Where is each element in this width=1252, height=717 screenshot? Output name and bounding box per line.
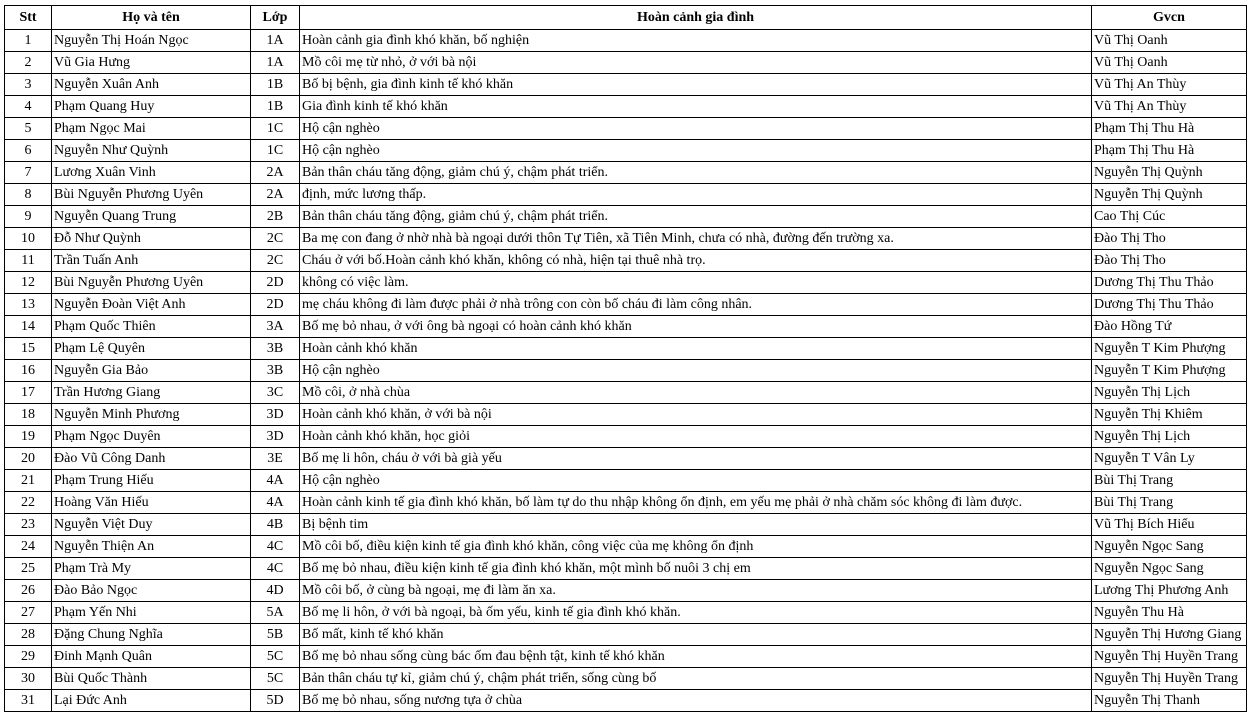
table-row [5, 316, 1247, 338]
cell-teacher[interactable]: Nguyễn Ngọc Sang [1092, 558, 1247, 580]
cell-stt[interactable]: 25 [5, 558, 52, 580]
cell-circumstance[interactable]: Bố mất, kinh tế khó khăn [300, 624, 1092, 646]
cell-class[interactable]: 2D [251, 294, 300, 316]
cell-name[interactable]: Phạm Lệ Quyên [52, 338, 251, 360]
cell-teacher[interactable]: Vũ Thị Oanh [1092, 52, 1247, 74]
student-table [4, 5, 1247, 712]
cell-circumstance[interactable]: mẹ cháu không đi làm được phải ở nhà trông con còn bố cháu đi làm công nhân. [300, 294, 1092, 316]
cell-teacher[interactable]: Bùi Thị Trang [1092, 492, 1247, 514]
cell-stt[interactable]: 11 [5, 250, 52, 272]
cell-name[interactable]: Đinh Mạnh Quân [52, 646, 251, 668]
cell-class[interactable]: 2B [251, 206, 300, 228]
cell-teacher[interactable]: Vũ Thị Oanh [1092, 30, 1247, 52]
cell-class[interactable]: 3A [251, 316, 300, 338]
table-row [5, 602, 1247, 624]
table-row [5, 74, 1247, 96]
cell-class[interactable]: 4A [251, 492, 300, 514]
cell-name[interactable]: Lương Xuân Vinh [52, 162, 251, 184]
cell-stt[interactable]: 4 [5, 96, 52, 118]
cell-teacher[interactable]: Nguyễn Thị Quỳnh [1092, 162, 1247, 184]
cell-teacher[interactable]: Nguyễn Thu Hà [1092, 602, 1247, 624]
cell-circumstance[interactable]: Bố mẹ li hôn, cháu ở với bà già yếu [300, 448, 1092, 470]
cell-class[interactable]: 5C [251, 646, 300, 668]
cell-teacher[interactable]: Cao Thị Cúc [1092, 206, 1247, 228]
cell-stt[interactable]: 7 [5, 162, 52, 184]
cell-stt[interactable]: 9 [5, 206, 52, 228]
cell-class[interactable]: 5C [251, 668, 300, 690]
table-row [5, 382, 1247, 404]
table-row [5, 206, 1247, 228]
cell-class[interactable]: 2C [251, 228, 300, 250]
cell-name[interactable]: Nguyễn Như Quỳnh [52, 140, 251, 162]
cell-class[interactable]: 2A [251, 162, 300, 184]
cell-teacher[interactable]: Nguyễn T Vân Ly [1092, 448, 1247, 470]
cell-name[interactable]: Trần Tuấn Anh [52, 250, 251, 272]
cell-circumstance[interactable]: Bố mẹ bỏ nhau, ở với ông bà ngoại có hoàn cảnh khó khăn [300, 316, 1092, 338]
cell-class[interactable]: 3C [251, 382, 300, 404]
cell-name[interactable]: Nguyễn Quang Trung [52, 206, 251, 228]
cell-teacher[interactable]: Nguyễn Thị Quỳnh [1092, 184, 1247, 206]
cell-stt[interactable]: 3 [5, 74, 52, 96]
cell-name[interactable]: Đào Vũ Công Danh [52, 448, 251, 470]
cell-stt[interactable]: 8 [5, 184, 52, 206]
cell-class[interactable]: 4C [251, 558, 300, 580]
table-row [5, 448, 1247, 470]
cell-name[interactable]: Phạm Quang Huy [52, 96, 251, 118]
cell-name[interactable]: Nguyễn Xuân Anh [52, 74, 251, 96]
cell-teacher[interactable]: Vũ Thị An Thùy [1092, 96, 1247, 118]
cell-circumstance[interactable]: Mồ côi mẹ từ nhỏ, ở với bà nội [300, 52, 1092, 74]
cell-circumstance[interactable]: Hoàn cảnh khó khăn, học giỏi [300, 426, 1092, 448]
table-row [5, 272, 1247, 294]
cell-class[interactable]: 1C [251, 140, 300, 162]
cell-stt[interactable]: 28 [5, 624, 52, 646]
cell-circumstance[interactable]: Cháu ở với bố.Hoàn cảnh khó khăn, không có nhà, hiện tại thuê nhà trọ. [300, 250, 1092, 272]
cell-circumstance[interactable]: Hoàn cảnh khó khăn [300, 338, 1092, 360]
cell-circumstance[interactable]: Bố bị bệnh, gia đình kinh tế khó khăn [300, 74, 1092, 96]
cell-circumstance[interactable]: Mồ côi bố, điều kiện kinh tế gia đình khó khăn, công việc của mẹ không ổn định [300, 536, 1092, 558]
table-row [5, 96, 1247, 118]
cell-name[interactable]: Bùi Nguyễn Phương Uyên [52, 184, 251, 206]
cell-circumstance[interactable]: Mồ côi bố, ở cùng bà ngoại, mẹ đi làm ăn xa. [300, 580, 1092, 602]
header-class[interactable]: Lớp [251, 6, 300, 30]
cell-stt[interactable]: 30 [5, 668, 52, 690]
cell-name[interactable]: Nguyễn Thị Hoán Ngọc [52, 30, 251, 52]
cell-class[interactable]: 2D [251, 272, 300, 294]
cell-stt[interactable]: 14 [5, 316, 52, 338]
cell-name[interactable]: Bùi Quốc Thành [52, 668, 251, 690]
cell-class[interactable]: 3D [251, 426, 300, 448]
cell-circumstance[interactable]: Bản thân cháu tự kỉ, giảm chú ý, chậm phát triển, sống cùng bố [300, 668, 1092, 690]
cell-teacher[interactable]: Dương Thị Thu Thảo [1092, 294, 1247, 316]
cell-circumstance[interactable]: Bị bệnh tim [300, 514, 1092, 536]
table-row [5, 668, 1247, 690]
cell-stt[interactable]: 29 [5, 646, 52, 668]
header-stt[interactable]: Stt [5, 6, 52, 30]
cell-name[interactable]: Phạm Quốc Thiên [52, 316, 251, 338]
table-row [5, 360, 1247, 382]
cell-teacher[interactable]: Nguyễn Thị Lịch [1092, 382, 1247, 404]
cell-class[interactable]: 1B [251, 74, 300, 96]
cell-class[interactable]: 4B [251, 514, 300, 536]
table-row [5, 624, 1247, 646]
cell-class[interactable]: 5B [251, 624, 300, 646]
table-row [5, 140, 1247, 162]
cell-name[interactable]: Nguyễn Thiện An [52, 536, 251, 558]
cell-stt[interactable]: 22 [5, 492, 52, 514]
cell-stt[interactable]: 24 [5, 536, 52, 558]
cell-circumstance[interactable]: Bố mẹ bỏ nhau sống cùng bác ốm đau bệnh tật, kinh tế khó khăn [300, 646, 1092, 668]
cell-teacher[interactable]: Nguyễn Ngọc Sang [1092, 536, 1247, 558]
cell-name[interactable]: Lại Đức Anh [52, 690, 251, 712]
cell-class[interactable]: 3D [251, 404, 300, 426]
cell-circumstance[interactable]: Bố mẹ bỏ nhau, điều kiện kinh tế gia đình khó khăn, một mình bố nuôi 3 chị em [300, 558, 1092, 580]
cell-stt[interactable]: 13 [5, 294, 52, 316]
cell-teacher[interactable]: Nguyễn Thị Huyền Trang [1092, 668, 1247, 690]
cell-stt[interactable]: 2 [5, 52, 52, 74]
table-body [5, 30, 1247, 712]
cell-class[interactable]: 1A [251, 30, 300, 52]
cell-circumstance[interactable]: Hoàn cảnh kinh tế gia đình khó khăn, bố làm tự do thu nhập không ổn định, em yếu mẹ phải ở nhà chăm sóc không đi làm được. [300, 492, 1092, 514]
cell-name[interactable]: Phạm Ngọc Duyên [52, 426, 251, 448]
table-row [5, 426, 1247, 448]
cell-teacher[interactable]: Bùi Thị Trang [1092, 470, 1247, 492]
cell-stt[interactable]: 26 [5, 580, 52, 602]
cell-circumstance[interactable]: Bố mẹ li hôn, ở với bà ngoại, bà ốm yếu, kinh tế gia đình khó khăn. [300, 602, 1092, 624]
cell-name[interactable]: Nguyễn Gia Bảo [52, 360, 251, 382]
cell-class[interactable]: 5D [251, 690, 300, 712]
cell-name[interactable]: Hoàng Văn Hiếu [52, 492, 251, 514]
table-row [5, 250, 1247, 272]
cell-name[interactable]: Bùi Nguyễn Phương Uyên [52, 272, 251, 294]
header-name[interactable]: Họ và tên [52, 6, 251, 30]
cell-teacher[interactable]: Nguyễn Thị Lịch [1092, 426, 1247, 448]
cell-circumstance[interactable]: Ba mẹ con đang ở nhờ nhà bà ngoại dưới thôn Tự Tiên, xã Tiên Minh, chưa có nhà, đường đến trường xa. [300, 228, 1092, 250]
cell-teacher[interactable]: Nguyễn T Kim Phượng [1092, 338, 1247, 360]
table-row [5, 580, 1247, 602]
cell-teacher[interactable]: Vũ Thị Bích Hiểu [1092, 514, 1247, 536]
cell-class[interactable]: 1B [251, 96, 300, 118]
cell-class[interactable]: 4C [251, 536, 300, 558]
cell-name[interactable]: Vũ Gia Hưng [52, 52, 251, 74]
cell-stt[interactable]: 21 [5, 470, 52, 492]
cell-circumstance[interactable]: Mồ côi, ở nhà chùa [300, 382, 1092, 404]
cell-class[interactable]: 3B [251, 338, 300, 360]
cell-stt[interactable]: 1 [5, 30, 52, 52]
table-row [5, 184, 1247, 206]
cell-circumstance[interactable]: Hoàn cảnh khó khăn, ở với bà nội [300, 404, 1092, 426]
cell-stt[interactable]: 6 [5, 140, 52, 162]
cell-name[interactable]: Nguyễn Minh Phương [52, 404, 251, 426]
cell-name[interactable]: Đào Bảo Ngọc [52, 580, 251, 602]
cell-name[interactable]: Phạm Trà My [52, 558, 251, 580]
cell-name[interactable]: Phạm Ngọc Mai [52, 118, 251, 140]
table-row [5, 338, 1247, 360]
cell-stt[interactable]: 16 [5, 360, 52, 382]
cell-teacher[interactable]: Phạm Thị Thu Hà [1092, 118, 1247, 140]
cell-teacher[interactable]: Đào Thị Tho [1092, 228, 1247, 250]
cell-name[interactable]: Đỗ Như Quỳnh [52, 228, 251, 250]
header-teacher[interactable]: Gvcn [1092, 6, 1247, 30]
cell-class[interactable]: 4D [251, 580, 300, 602]
cell-teacher[interactable]: Nguyễn Thị Thanh [1092, 690, 1247, 712]
cell-circumstance[interactable]: Gia đình kinh tế khó khăn [300, 96, 1092, 118]
cell-stt[interactable]: 5 [5, 118, 52, 140]
cell-class[interactable]: 2A [251, 184, 300, 206]
cell-teacher[interactable]: Nguyễn Thị Huyền Trang [1092, 646, 1247, 668]
cell-teacher[interactable]: Nguyễn Thị Hương Giang [1092, 624, 1247, 646]
table-row [5, 646, 1247, 668]
cell-name[interactable]: Phạm Trung Hiếu [52, 470, 251, 492]
cell-circumstance[interactable]: Hộ cận nghèo [300, 360, 1092, 382]
header-circumstance[interactable]: Hoàn cảnh gia đình [300, 6, 1092, 30]
cell-circumstance[interactable]: không có việc làm. [300, 272, 1092, 294]
cell-stt[interactable]: 15 [5, 338, 52, 360]
cell-stt[interactable]: 19 [5, 426, 52, 448]
table-row [5, 294, 1247, 316]
table-row [5, 30, 1247, 52]
table-row [5, 118, 1247, 140]
cell-stt[interactable]: 12 [5, 272, 52, 294]
cell-teacher[interactable]: Nguyễn Thị Khiêm [1092, 404, 1247, 426]
table-row [5, 492, 1247, 514]
cell-name[interactable]: Nguyễn Việt Duy [52, 514, 251, 536]
cell-circumstance[interactable]: định, mức lương thấp. [300, 184, 1092, 206]
cell-teacher[interactable]: Vũ Thị An Thùy [1092, 74, 1247, 96]
table-row [5, 470, 1247, 492]
cell-circumstance[interactable]: Hoàn cảnh gia đình khó khăn, bố nghiện [300, 30, 1092, 52]
cell-teacher[interactable]: Phạm Thị Thu Hà [1092, 140, 1247, 162]
cell-stt[interactable]: 17 [5, 382, 52, 404]
cell-circumstance[interactable]: Hộ cận nghèo [300, 140, 1092, 162]
cell-teacher[interactable]: Đào Thị Tho [1092, 250, 1247, 272]
cell-class[interactable]: 3B [251, 360, 300, 382]
table-row [5, 514, 1247, 536]
table-row [5, 228, 1247, 250]
cell-class[interactable]: 1A [251, 52, 300, 74]
cell-circumstance[interactable]: Hộ cận nghèo [300, 470, 1092, 492]
cell-stt[interactable]: 18 [5, 404, 52, 426]
cell-class[interactable]: 1C [251, 118, 300, 140]
cell-name[interactable]: Phạm Yến Nhi [52, 602, 251, 624]
cell-class[interactable]: 5A [251, 602, 300, 624]
cell-class[interactable]: 4A [251, 470, 300, 492]
cell-circumstance[interactable]: Bố mẹ bỏ nhau, sống nương tựa ở chùa [300, 690, 1092, 712]
cell-circumstance[interactable]: Hộ cận nghèo [300, 118, 1092, 140]
cell-class[interactable]: 3E [251, 448, 300, 470]
cell-stt[interactable]: 31 [5, 690, 52, 712]
cell-name[interactable]: Trần Hương Giang [52, 382, 251, 404]
cell-stt[interactable]: 10 [5, 228, 52, 250]
cell-teacher[interactable]: Nguyễn T Kim Phượng [1092, 360, 1247, 382]
cell-stt[interactable]: 23 [5, 514, 52, 536]
cell-circumstance[interactable]: Bản thân cháu tăng động, giảm chú ý, chậm phát triển. [300, 206, 1092, 228]
cell-teacher[interactable]: Đào Hồng Tứ [1092, 316, 1247, 338]
cell-class[interactable]: 2C [251, 250, 300, 272]
cell-name[interactable]: Đặng Chung Nghĩa [52, 624, 251, 646]
cell-stt[interactable]: 20 [5, 448, 52, 470]
cell-name[interactable]: Nguyễn Đoàn Việt Anh [52, 294, 251, 316]
table-row [5, 404, 1247, 426]
table-row [5, 536, 1247, 558]
table-row [5, 162, 1247, 184]
table-row [5, 52, 1247, 74]
table-row [5, 690, 1247, 712]
cell-teacher[interactable]: Dương Thị Thu Thảo [1092, 272, 1247, 294]
cell-stt[interactable]: 27 [5, 602, 52, 624]
header-row [5, 6, 1247, 30]
table-row [5, 558, 1247, 580]
cell-teacher[interactable]: Lương Thị Phương Anh [1092, 580, 1247, 602]
cell-circumstance[interactable]: Bản thân cháu tăng động, giảm chú ý, chậm phát triển. [300, 162, 1092, 184]
